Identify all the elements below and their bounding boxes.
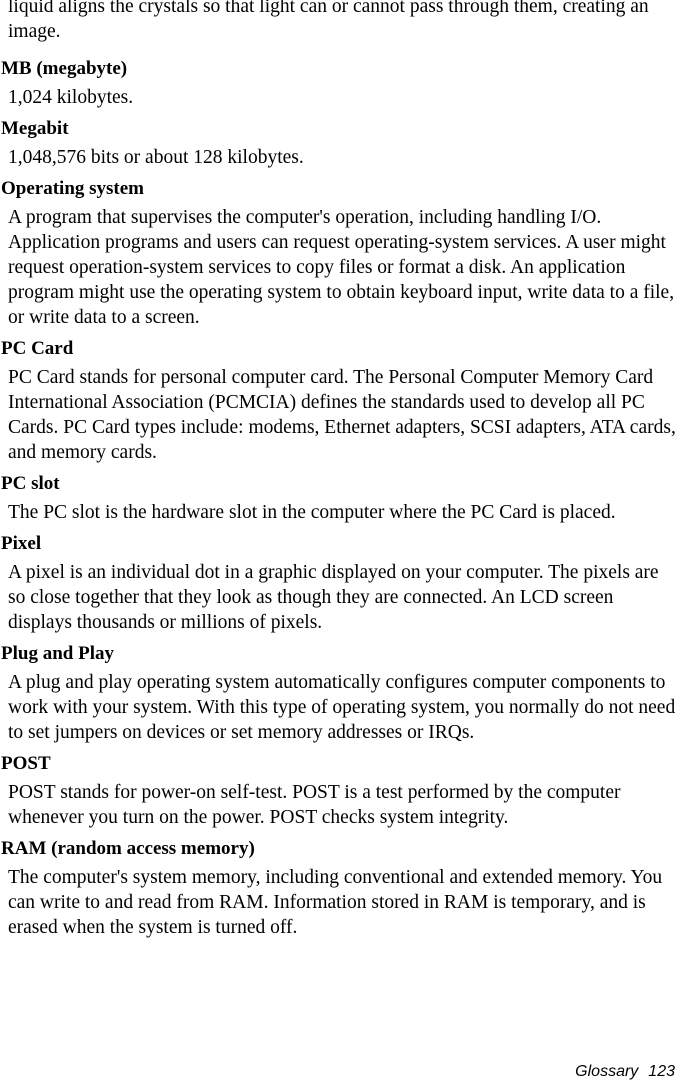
glossary-entry bbox=[0, 56, 682, 110]
glossary-entry bbox=[0, 836, 682, 940]
glossary-entry bbox=[0, 116, 682, 170]
glossary-term: Pixel bbox=[1, 533, 42, 554]
glossary-definition: A plug and play operating system automatically configures computer components to work with your system. With this type of operating system, you normally do not need to set jumpers on devices or set memory addresses or IRQs. bbox=[8, 672, 676, 743]
glossary-definition: PC Card stands for personal computer card. The Personal Computer Memory Card International Association (PCMCIA) defines the standards used to develop all PC Cards. PC Card types include: modems, Ethernet adapters, SCSI adapters, ATA cards, and memory cards. bbox=[8, 367, 676, 463]
glossary-definition: 1,048,576 bits or about 128 kilobytes. bbox=[8, 147, 304, 168]
glossary-definition: POST stands for power-on self-test. POST is a test performed by the computer whenever you turn on the power. POST checks system integrity. bbox=[8, 782, 621, 828]
continued-definition: liquid aligns the crystals so that light can or cannot pass through them, creating an image. bbox=[8, 0, 649, 42]
glossary-entry bbox=[0, 641, 682, 745]
glossary-term: Plug and Play bbox=[1, 643, 114, 664]
glossary-definition: 1,024 kilobytes. bbox=[8, 87, 134, 108]
glossary-term: MB (megabyte) bbox=[1, 58, 128, 79]
footer-section-title: Glossary bbox=[575, 1063, 639, 1080]
glossary-entry bbox=[0, 751, 682, 830]
glossary-entry bbox=[0, 176, 682, 330]
glossary-term: Operating system bbox=[1, 178, 145, 199]
glossary-term: PC Card bbox=[1, 338, 74, 359]
page-number: 123 bbox=[648, 1063, 675, 1080]
glossary-entry bbox=[0, 336, 682, 465]
glossary-definition: The PC slot is the hardware slot in the computer where the PC Card is placed. bbox=[8, 502, 616, 523]
glossary-term: RAM (random access memory) bbox=[1, 838, 255, 859]
glossary-entry bbox=[0, 471, 682, 525]
page-footer bbox=[575, 1062, 675, 1082]
glossary-definition: A pixel is an individual dot in a graphic displayed on your computer. The pixels are so close together that they look as though they are connected. An LCD screen displays thousands or millions of pixels. bbox=[8, 562, 659, 633]
glossary-term: PC slot bbox=[1, 473, 60, 494]
glossary-entry bbox=[0, 531, 682, 635]
glossary-entries bbox=[0, 56, 682, 946]
glossary-definition: The computer's system memory, including conventional and extended memory. You can write to and read from RAM. Information stored in RAM is temporary, and is erased when the system is turned off. bbox=[8, 867, 663, 938]
glossary-term: POST bbox=[1, 753, 51, 774]
glossary-term: Megabit bbox=[1, 118, 69, 139]
glossary-definition: A program that supervises the computer's operation, including handling I/O. Application programs and users can request operating-system services. A user might request operation-system services to copy files or format a disk. An application program might use the operating system to obtain keyboard input, write data to a file, or write data to a screen. bbox=[8, 207, 675, 328]
